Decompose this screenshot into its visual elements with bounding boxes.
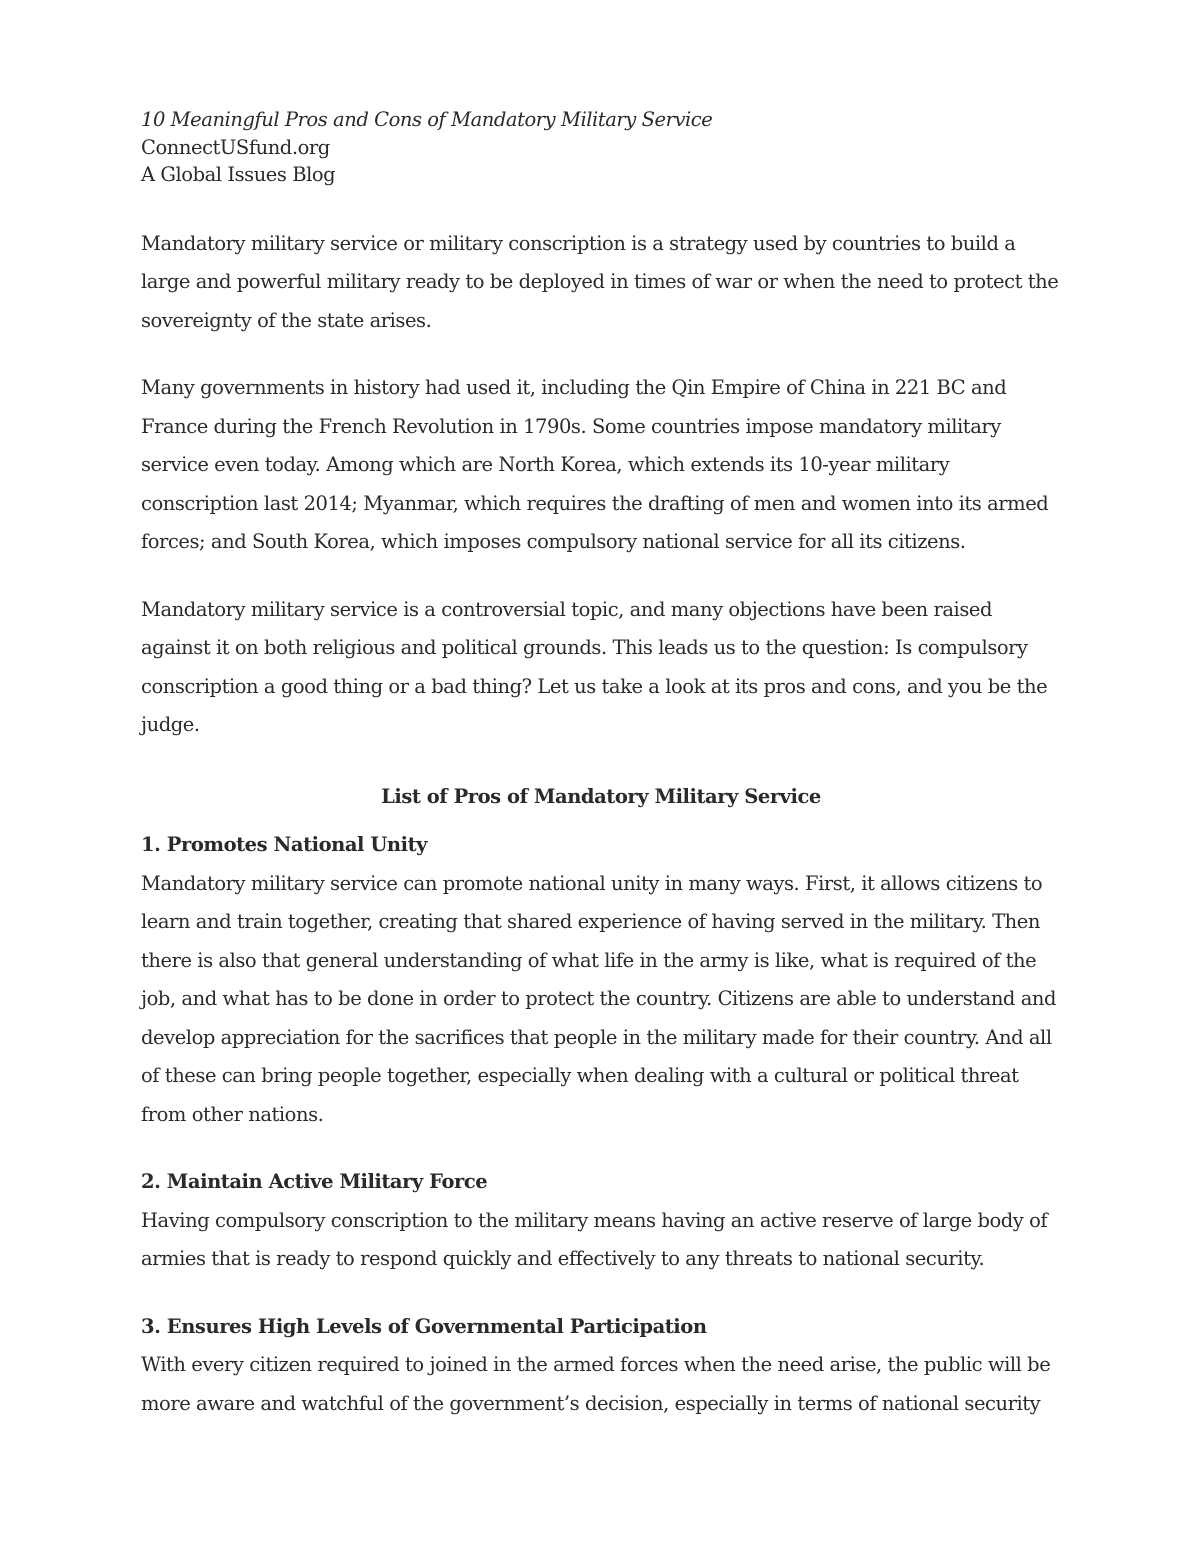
pro-item-body: With every citizen required to joined in the armed forces when the need arise, the public will be more aware and watchful of the government’s decision, especially in terms of national security — [141, 1353, 1051, 1415]
pro-item-heading: 3. Ensures High Levels of Governmental Participation — [141, 1314, 707, 1338]
pro-item-heading: 1. Promotes National Unity — [141, 833, 428, 856]
pro-item-1 — [141, 826, 1061, 1134]
pro-item-body: Having compulsory conscription to the military means having an active reserve of large body of armies that is ready to respond quickly and effectively to any threats to national security. — [141, 1208, 1048, 1270]
document-content — [141, 106, 1061, 1423]
pro-item-body: Mandatory military service can promote national unity in many ways. First, it allows citizens to learn and train together, creating that shared experience of having served in the military. Then there is also that general understanding of what life in the army is like, what is required of the job, and what has to be done in order to protect the country. Citizens are able to understand and develop appreciation for the sacrifices that people in the military made for their country. And all of these can bring people together, especially when dealing with a cultural or political threat from other nations. — [141, 871, 1057, 1126]
intro-paragraph-2: Many governments in history had used it, including the Qin Empire of China in 221 BC and France during the French Revolution in 1790s. Some countries impose mandatory military service even today. Among which are North Korea, which extends its 10-year military conscription last 2014; Myanmar, which requires the drafting of men and women into its armed forces; and South Korea, which imposes compulsory national service for all its citizens. — [141, 376, 1049, 553]
pro-item-2 — [141, 1163, 1061, 1279]
intro-paragraph-3: Mandatory military service is a controversial topic, and many objections have been raised against it on both religious and political grounds. This leads us to the question: Is compulsory conscription a good thing or a bad thing? Let us take a look at its pros and cons, and you be the judge. — [141, 597, 1048, 736]
intro-paragraph-1: Mandatory military service or military conscription is a strategy used by countries to build a large and powerful military ready to be deployed in times of war or when the need to protect the sovereignty of the state arises. — [141, 231, 1059, 332]
blog-name: A Global Issues Blog — [141, 163, 336, 186]
document-header — [141, 106, 1061, 189]
pro-item-heading: 2. Maintain Active Military Force — [141, 1170, 488, 1193]
document-title: 10 Meaningful Pros and Cons of Mandatory Military Service — [141, 108, 713, 131]
pros-section-title: List of Pros of Mandatory Military Service — [381, 784, 821, 808]
source-name: ConnectUSfund.org — [141, 135, 330, 159]
pro-item-3 — [141, 1308, 1061, 1424]
